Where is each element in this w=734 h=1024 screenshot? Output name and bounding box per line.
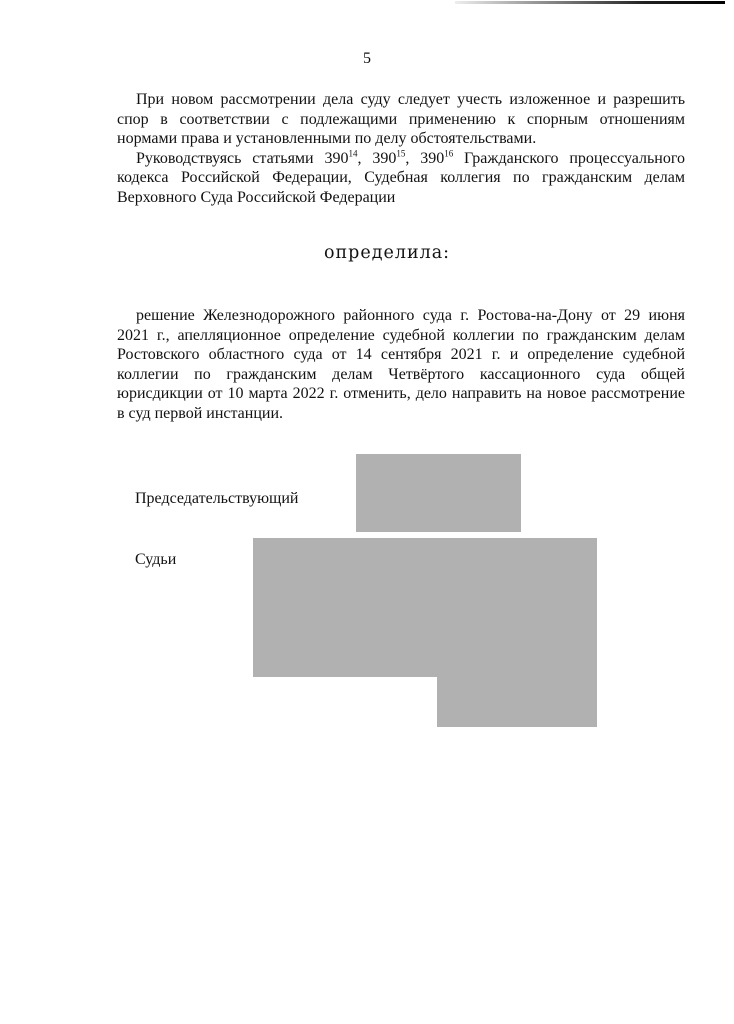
ruling-text: [117, 306, 685, 423]
redacted-presiding-signature: [356, 454, 521, 532]
scan-artifact-line: [455, 1, 725, 4]
redacted-judges-signatures: [253, 538, 597, 677]
paragraph-legal-basis: Руководствуясь статьями $390^{14}$, $390^{15}$, $390^{16}$ Гражданского процессуального кодекса Российской Федерации, Судебная коллегия по гражданским делам Верховного Суда Российской Федерации: [117, 148, 686, 206]
page-number: 5: [363, 50, 371, 67]
presiding-judge-label: Председательствующий: [135, 490, 299, 507]
paragraph-ruling: решение Железнодорожного районного суда г. Ростова-на-Дону от 29 июня 2021 г., апелляционное определение судебной коллегии по гражданским делам Ростовского областного суда от 14 сентября 2021 г. и определение судебной коллегии по гражданским делам Четвёртого кассационного суда общей юрисдикции от 10 марта 2022 г. отменить, дело направить на новое рассмотрение в суд первой инстанции.: [117, 307, 685, 422]
body-text: [117, 90, 685, 207]
ruling-heading: определила:: [323, 243, 451, 263]
paragraph-retrial-instructions: При новом рассмотрении дела суду следует учесть изложенное и разрешить спор в соответствии с подлежащими применению к спорным отношениям нормами права и установленными по делу обстоятельствами.: [117, 91, 685, 147]
redacted-judges-signatures-extension: [437, 676, 597, 727]
judges-label: Судьи: [135, 551, 177, 568]
